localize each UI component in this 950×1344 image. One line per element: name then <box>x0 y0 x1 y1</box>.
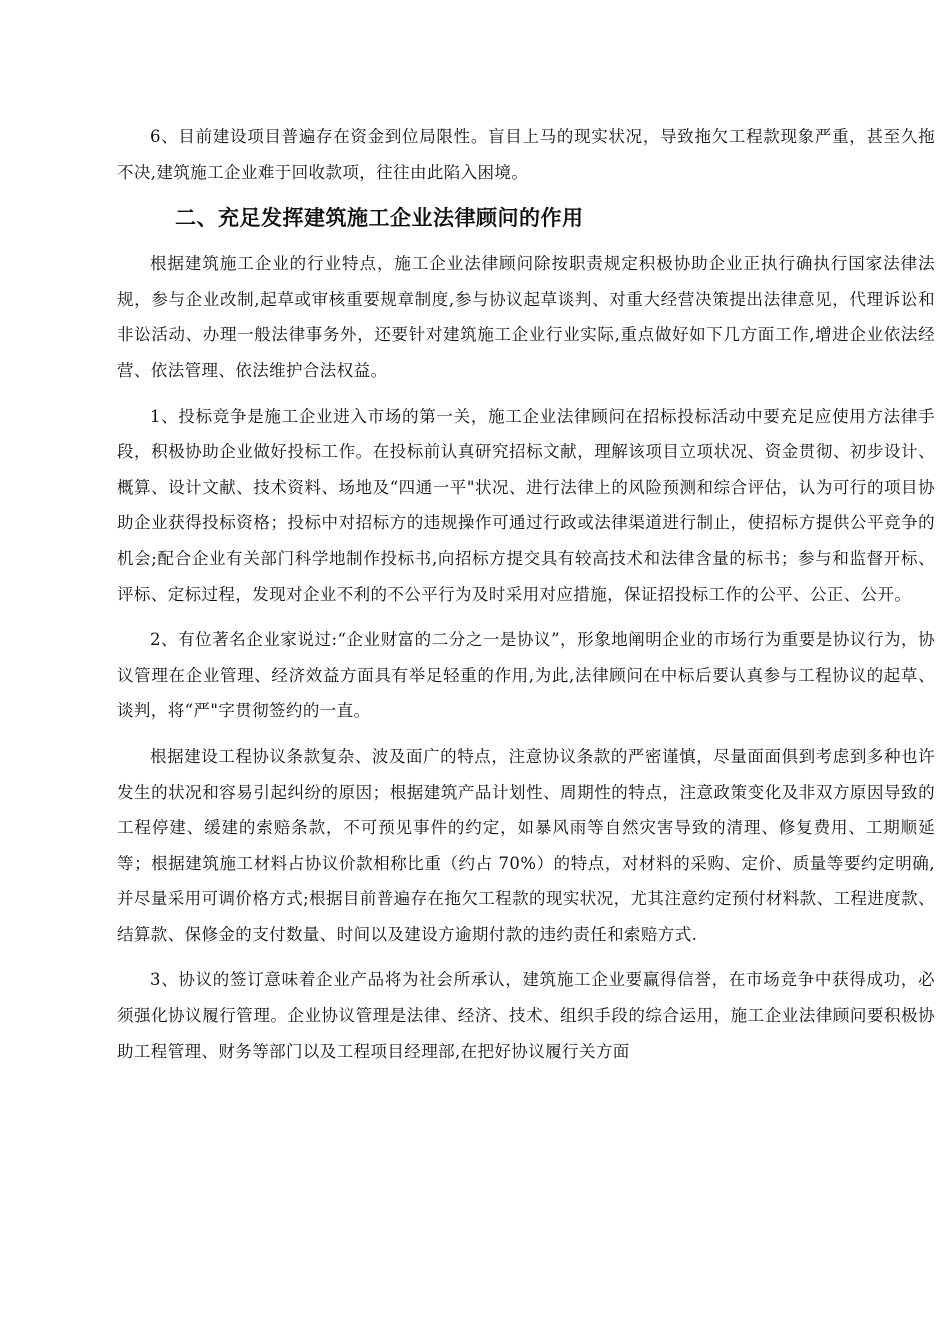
section-heading: 二、充足发挥建筑施工企业法律顾问的作用 <box>175 206 584 231</box>
intro-paragraph: 根据建筑施工企业的行业特点，施工企业法律顾问除按职责规定积极协助企业正执行确执行国家法律法规，参与企业改制,起草或审核重要规章制度,参与协议起草谈判、对重大经营决策提出法律意见，代理诉讼和非讼活动、办理一般法律事务外，还要针对建筑施工企业行业实际,重点做好如下几方面工作,增进企业依法经营、依法管理、依法维护合法权益。 <box>117 254 935 380</box>
paragraph-item-2: 2、有位著名企业家说过:“企业财富的二分之一是协议”，形象地阐明企业的市场行为重要是协议行为，协议管理在企业管理、经济效益方面具有举足轻重的作用,为此,法律顾问在中标后要认真参与工程协议的起草、谈判，将“严"字贯彻签约的一直。 <box>117 630 935 721</box>
paragraph-item-6: 6、目前建设项目普遍存在资金到位局限性。盲目上马的现实状况，导致拖欠工程款现象严重，甚至久拖不决,建筑施工企业难于回收款项，往往由此陷入困境。 <box>117 127 935 182</box>
document-body <box>117 119 935 1069</box>
contract-paragraph: 根据建设工程协议条款复杂、波及面广的特点，注意协议条款的严密谨慎，尽量面面俱到考虑到多种也许发生的状况和容易引起纠纷的原因；根据建筑产品计划性、周期性的特点，注意政策变化及非双方原因导致的工程停建、缓建的索赔条款，不可预见事件的约定，如暴风雨等自然灾害导致的清理、修复费用、工期顺延等；根据建筑施工材料占协议价款相称比重（约占 70%）的特点，对材料的采购、定价、质量等要约定明确,并尽量采用可调价格方式;根据目前普遍存在拖欠工程款的现实状况，尤其注意约定预付材料款、工程进度款、结算款、保修金的支付数量、时间以及建设方逾期付款的违约责任和索赔方式. <box>117 746 935 944</box>
paragraph-item-3: 3、协议的签订意味着企业产品将为社会所承认，建筑施工企业要赢得信誉，在市场竞争中获得成功，必须强化协议履行管理。企业协议管理是法律、经济、技术、组织手段的综合运用，施工企业法律顾问要积极协助工程管理、财务等部门以及工程项目经理部,在把好协议履行关方面 <box>117 970 935 1061</box>
paragraph-item-1: 1、投标竞争是施工企业进入市场的第一关，施工企业法律顾问在招标投标活动中要充足应使用方法律手段，积极协助企业做好投标工作。在投标前认真研究招标文献，理解该项目立项状况、资金贯彻、初步设计、概算、设计文献、技术资料、场地及“四通一平"状况、进行法律上的风险预测和综合评估，认为可行的项目协助企业获得投标资格；投标中对招标方的违规操作可通过行政或法律渠道进行制止，使招标方提供公平竞争的机会;配合企业有关部门科学地制作投标书,向招标方提交具有较高技术和法律含量的标书；参与和监督开标、评标、定标过程，发现对企业不利的不公平行为及时采用对应措施，保证招投标工作的公平、公正、公开。 <box>117 406 935 604</box>
